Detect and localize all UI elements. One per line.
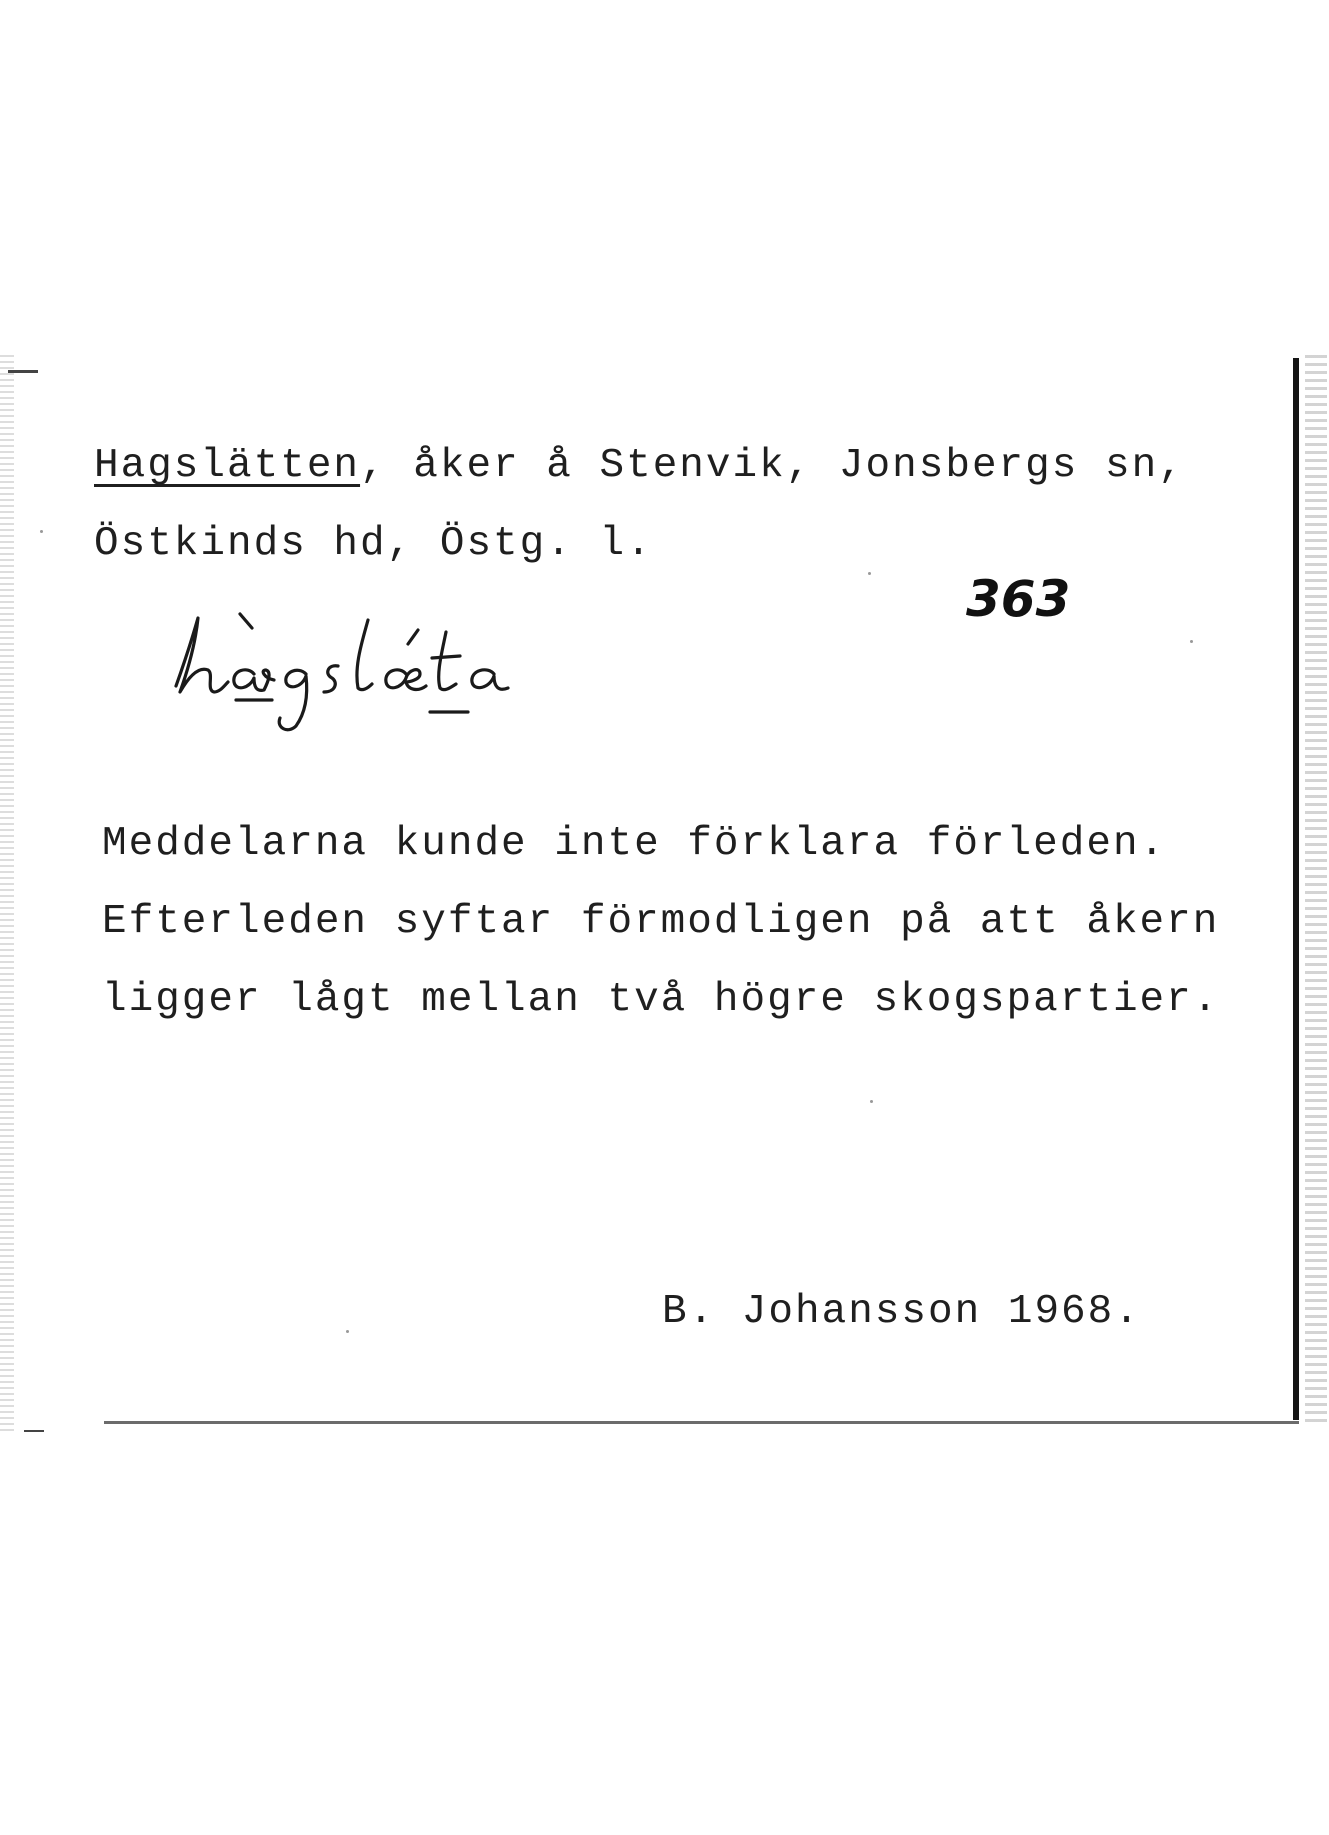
- district-line: Östkinds hd, Östg. l.: [94, 521, 653, 567]
- edge-mark-top: [8, 370, 38, 373]
- card-bottom-border: [104, 1421, 1299, 1424]
- signature-line: B. Johansson 1968.: [662, 1289, 1141, 1335]
- card-left-edge: [0, 355, 14, 1435]
- speck: [40, 530, 43, 533]
- card-right-border: [1293, 358, 1299, 1420]
- speck: [868, 572, 871, 575]
- note-line: Efterleden syftar förmodligen på att åkern: [102, 899, 1220, 945]
- card-right-edge: [1305, 355, 1327, 1425]
- speck: [346, 1330, 349, 1333]
- place-name: Hagslätten: [94, 443, 361, 489]
- speck: [1190, 640, 1193, 643]
- place-entry-line: [94, 443, 1185, 489]
- note-line: Meddelarna kunde inte förklara förleden.: [102, 821, 1167, 867]
- note-line: ligger lågt mellan två högre skogspartier.: [102, 977, 1220, 1023]
- edge-mark-bottom: [24, 1430, 44, 1432]
- speck: [870, 1100, 873, 1103]
- place-location: , åker å Stenvik, Jonsbergs sn,: [360, 443, 1185, 489]
- handwritten-pronunciation: [168, 608, 528, 738]
- card-number: 363: [966, 570, 1071, 628]
